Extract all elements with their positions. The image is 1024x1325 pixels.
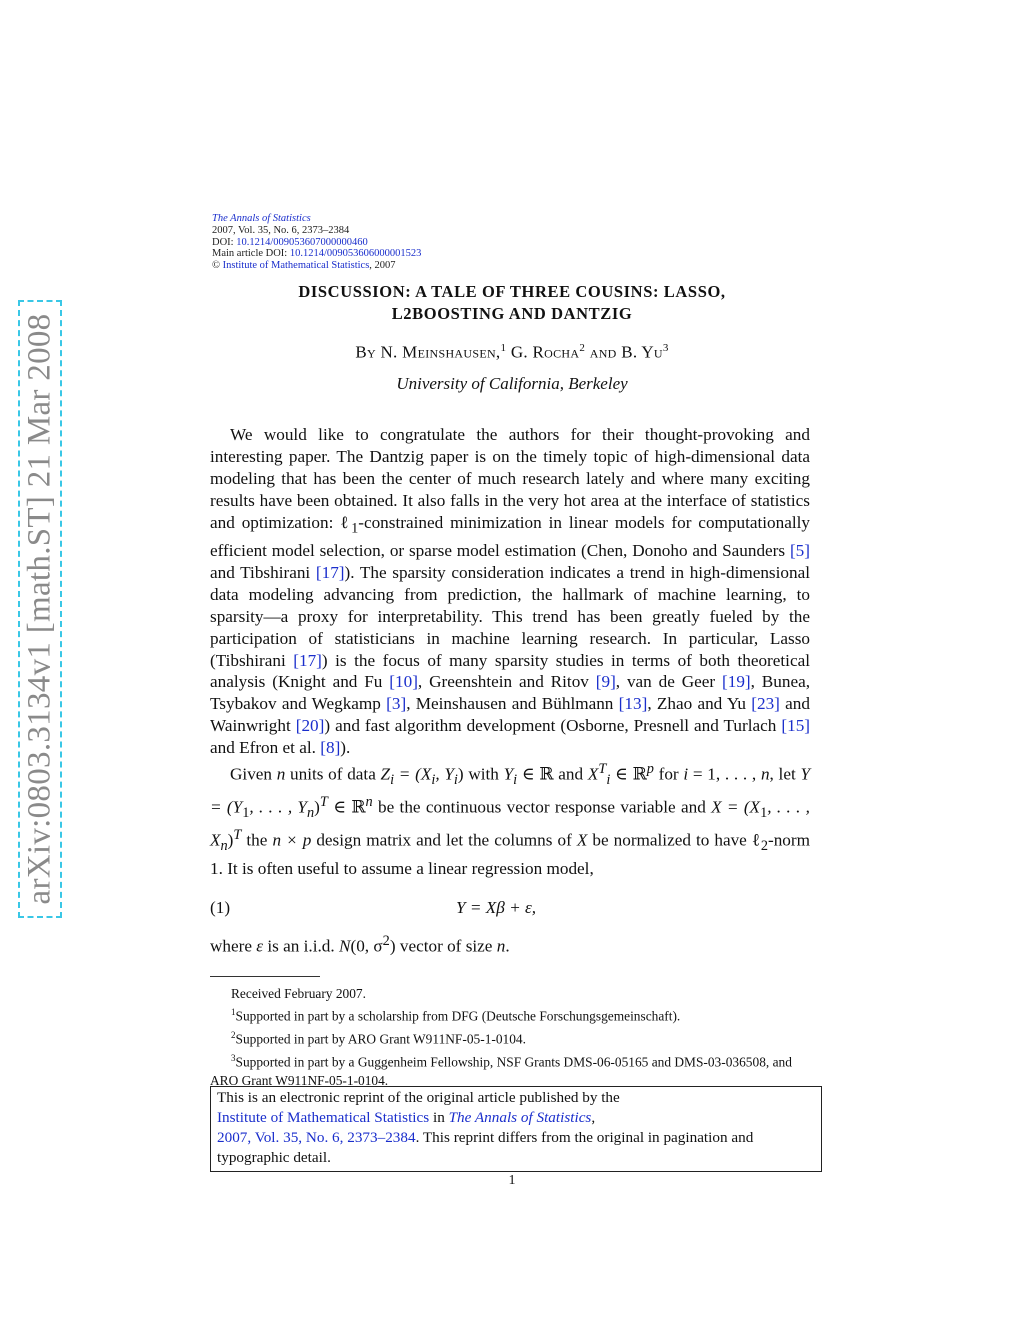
publisher-link[interactable]: Institute of Mathematical Statistics [222, 260, 370, 272]
reprint-notice: This is an electronic reprint of the original article published by the Institute of Mathematical Statistics in The Annals of Statistics, 2007, Vol. 35, No. 6, 2373–2384. This reprint differs from the original in pagination and typographic detail. [210, 1086, 822, 1172]
equation-number: (1) [210, 898, 231, 917]
footnote-divider [210, 976, 320, 977]
footnotes [210, 985, 812, 1090]
volume-link[interactable]: 2007, Vol. 35, No. 6, 2373–2384 [217, 1129, 416, 1146]
page-number: 1 [508, 1173, 516, 1188]
issue-line: 2007, Vol. 35, No. 6, 2373–2384 [212, 224, 350, 236]
journal-link[interactable]: The Annals of Statistics [212, 213, 311, 224]
citation-link[interactable]: [13] [618, 694, 648, 714]
main-doi-link[interactable]: 10.1214/009053606000001523 [289, 248, 422, 260]
paper-title: DISCUSSION: A TALE OF THREE COUSINS: LASSO, L2BOOSTING AND DANTZIG [298, 282, 726, 323]
copyright-icon: © [212, 260, 220, 272]
citation-link[interactable]: [17] [315, 562, 345, 582]
footnote-1: $^1$Supported in part by a scholarship from DFG (Deutsche Forschungsgemeinschaft). [231, 1007, 681, 1024]
doi-link[interactable]: 10.1214/009053607000000460 [236, 236, 368, 248]
footnote-2: $^2$Supported in part by ARO Grant W911NF-05-1-0104. [231, 1030, 526, 1047]
citation-link[interactable]: [8] [320, 738, 341, 758]
citation-link[interactable]: [5] [789, 540, 810, 560]
citation-link[interactable]: [15] [781, 716, 811, 736]
equation-expression: Y = Xβ + ε, [456, 898, 537, 917]
citation-link[interactable]: [17] [293, 650, 322, 670]
received-note: Received February 2007. [231, 986, 366, 1001]
arxiv-stamp-text: arXiv:0803.3134v1 [math.ST] 21 Mar 2008 [21, 313, 58, 905]
publisher-link[interactable]: Institute of Mathematical Statistics [217, 1109, 430, 1126]
citation-link[interactable]: [20] [295, 716, 325, 736]
paragraph-2: Given n units of data $Z_i = (X_i$, $Y_i$) with $Y_i$ ∈ ℝ and $X^T_i$ ∈ ℝ$^p$ for i = 1, . . . , n, let $Y = (Y_1$, . . . , $Y_n)^T$ ∈ ℝ$^n$ be the continuous vector response variable and $X = (X_1$, . . . , $X_n)^T$ the n × p design matrix and let the columns of X be normalized to have ℓ$_2$-norm 1. It is often useful to assume a linear regression model, [210, 761, 810, 879]
authors: By N. Meinshausen,$^1$ G. Rocha$^2$ and B. Yu$^3$ [355, 342, 669, 362]
where-line: where ε is an i.i.d. N(0, $\sigma^2$) vector of size n. [210, 933, 510, 956]
affiliation: University of California, Berkeley [396, 374, 628, 393]
citation-link[interactable]: [19] [722, 672, 751, 692]
footnote-3: $^3$Supported in part by a Guggenheim Fellowship, NSF Grants DMS-06-05165 and DMS-03-036508, and ARO Grant W911NF-05-1-0104. [210, 1053, 792, 1089]
author-3: B. Yu [621, 342, 663, 362]
citation-link[interactable]: [23] [751, 694, 780, 714]
arxiv-stamp [18, 300, 62, 918]
author-1: N. Meinshausen, [380, 342, 501, 362]
citation-link[interactable]: [3] [386, 694, 407, 714]
journal-header: The Annals of Statistics 2007, Vol. 35, No. 6, 2373–2384 DOI: 10.1214/009053607000000460 Main article DOI: 10.1214/009053606000001523 © Institute of Mathematical Statistics, 2007 [212, 213, 712, 272]
journal-link[interactable]: The Annals of Statistics [448, 1109, 592, 1126]
paragraph-1: We would like to congratulate the authors for their thought-provoking and interesting paper. The Dantzig paper is on the timely topic of high-dimensional data modeling that has been the center of much research lately and where many exciting results have been obtained. It also falls in the very hot area at the interface of statistics and optimization: ℓ$_1$-constrained minimization in linear models for computationally efficient model selection, or sparse model estimation (Chen, Donoho and Saunders [5] and Tibshirani [17]). The sparsity consideration indicates a trend in high-dimensional data modeling advancing from prediction, the hallmark of machine learning, to sparsity—a proxy for interpretability. This trend has been greatly fueled by the participation of statisticians in machine learning research. In particular, Lasso (Tibshirani [17]) is the focus of many sparsity studies in terms of both theoretical analysis (Knight and Fu [10], Greenshtein and Ritov [9], van de Geer [19], Bunea, Tsybakov and Wegkamp [3], Meinshausen and Bühlmann [13], Zhao and Yu [23] and Wainwright [20]) and fast algorithm development (Osborne, Presnell and Turlach [15] and Efron et al. [8]). [210, 425, 811, 758]
body-text [210, 424, 810, 880]
author-2: G. Rocha [510, 342, 580, 362]
citation-link[interactable]: [9] [595, 672, 616, 692]
citation-link[interactable]: [10] [389, 672, 418, 692]
